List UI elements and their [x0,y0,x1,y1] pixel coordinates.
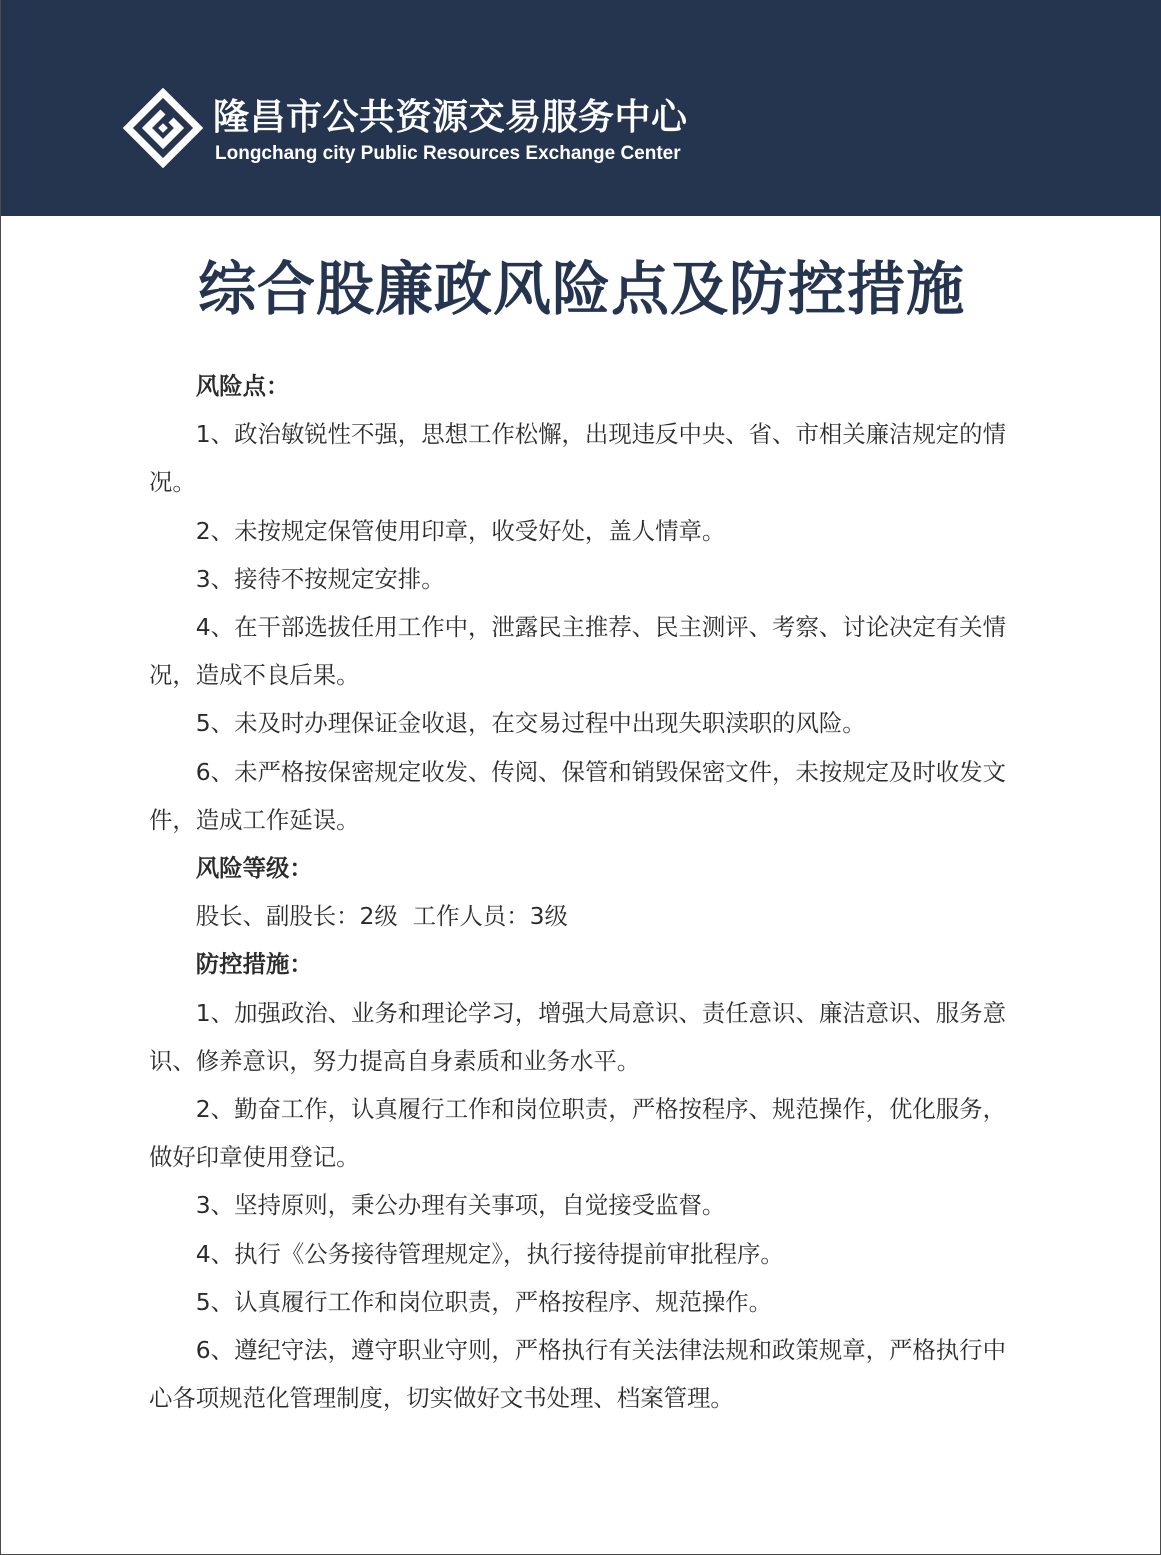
risk-point-item: 5、未及时办理保证金收退，在交易过程中出现失职渎职的风险。 [195,709,866,738]
measures-heading: 防控措施： [195,950,313,979]
org-name-cn: 隆昌市公共资源交易服务中心 [213,97,688,138]
org-name-en: Longchang city Public Resources Exchange Center [215,143,681,164]
lc-logo-icon [123,88,203,168]
measure-item: 5、认真履行工作和岗位职责，严格按程序、规范操作。 [195,1287,773,1316]
risk-points-heading: 风险点： [195,372,290,400]
risk-level-text: 股长、副股长：2级 工作人员：3级 [195,902,568,931]
risk-point-item: 6、未严格按保密规定收发、传阅、保管和销毁保密文件，未按规定及时收发文件，造成工作延误。 [149,757,1006,834]
risk-point-item: 2、未按规定保管使用印章，收受好处，盖人情章。 [195,516,726,545]
measure-item: 4、执行《公务接待管理规定》，执行接待提前审批程序。 [195,1239,784,1268]
measure-item: 2、勤奋工作，认真履行工作和岗位职责，严格按程序、规范操作，优化服务，做好印章使用登记。 [149,1095,1006,1172]
measure-item: 3、坚持原则，秉公办理有关事项，自觉接受监督。 [195,1191,726,1220]
risk-point-item: 1、政治敏锐性不强，思想工作松懈，出现违反中央、省、市相关廉洁规定的情况。 [149,420,1006,497]
risk-level-heading: 风险等级： [195,854,313,883]
measure-item: 1、加强政治、业务和理论学习，增强大局意识、责任意识、廉洁意识、服务意识、修养意识，努力提高自身素质和业务水平。 [149,998,1006,1075]
risk-point-item: 3、接待不按规定安排。 [195,564,445,593]
risk-point-item: 4、在干部选拔任用工作中，泄露民主推荐、民主测评、考察、讨论决定有关情况，造成不良后果。 [149,613,1006,690]
measure-item: 6、遵纪守法，遵守职业守则，严格执行有关法律法规和政策规章，严格执行中心各项规范化管理制度，切实做好文书处理、档案管理。 [149,1336,1006,1413]
document-body [149,362,1019,1422]
header-banner [1,0,1161,216]
page-title: 综合股廉政风险点及防控措施 [197,255,965,323]
